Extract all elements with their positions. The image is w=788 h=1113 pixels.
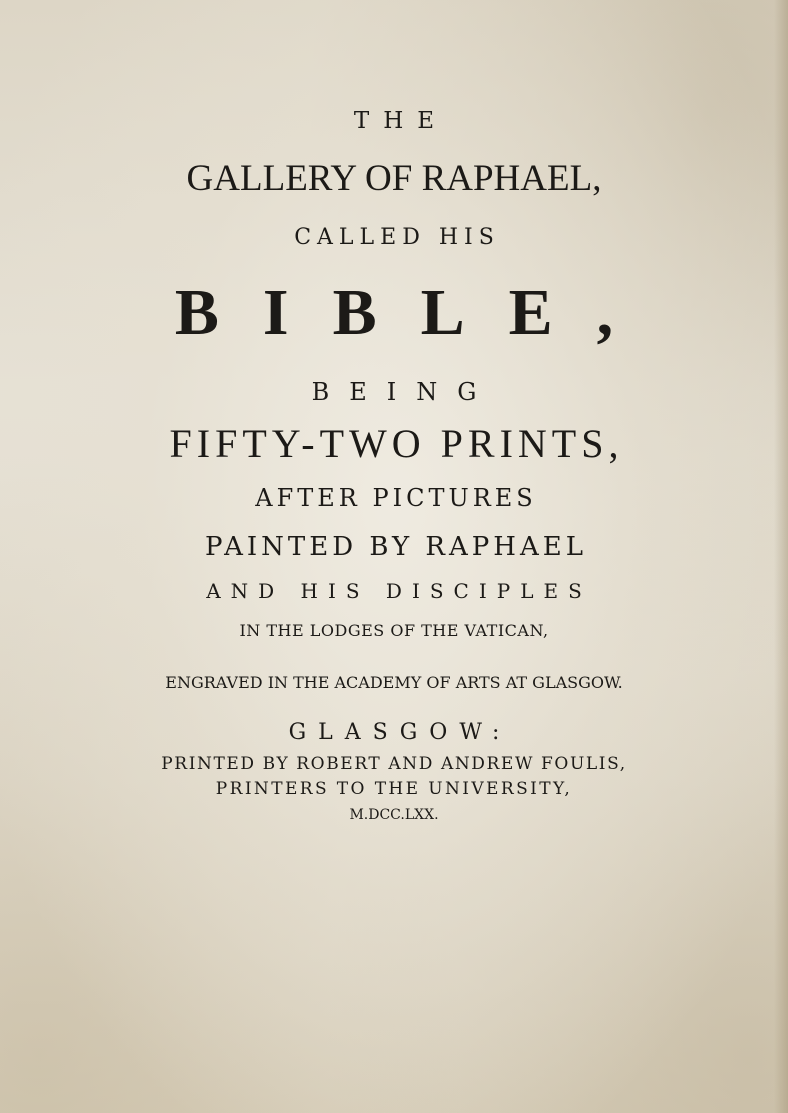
- title-line-gallery: GALLERY OF RAPHAEL,: [186, 158, 602, 199]
- title-line-the: THE: [353, 108, 449, 134]
- title-line-fifty-two-prints: FIFTY-TWO PRINTS,: [169, 421, 624, 466]
- title-line-being: BEING: [311, 378, 497, 406]
- title-line-called: CALLED HIS: [294, 225, 500, 250]
- imprint-university: PRINTERS TO THE UNIVERSITY,: [215, 779, 573, 799]
- title-line-painted-by: PAINTED BY RAPHAEL: [205, 532, 587, 562]
- imprint-printers: PRINTED BY ROBERT AND ANDREW FOULIS,: [161, 754, 627, 774]
- title-line-disciples: AND HIS DISCIPLES: [206, 579, 592, 603]
- title-line-after-pictures: AFTER PICTURES: [255, 484, 537, 512]
- imprint-date: M.DCC.LXX.: [349, 807, 439, 823]
- title-line-bible: BIBLE,: [174, 276, 658, 349]
- imprint-place: GLASGOW:: [288, 720, 512, 745]
- title-line-engraved: ENGRAVED IN THE ACADEMY OF ARTS AT GLASGOW.: [165, 673, 623, 692]
- title-line-lodges: IN THE LODGES OF THE VATICAN,: [239, 621, 549, 640]
